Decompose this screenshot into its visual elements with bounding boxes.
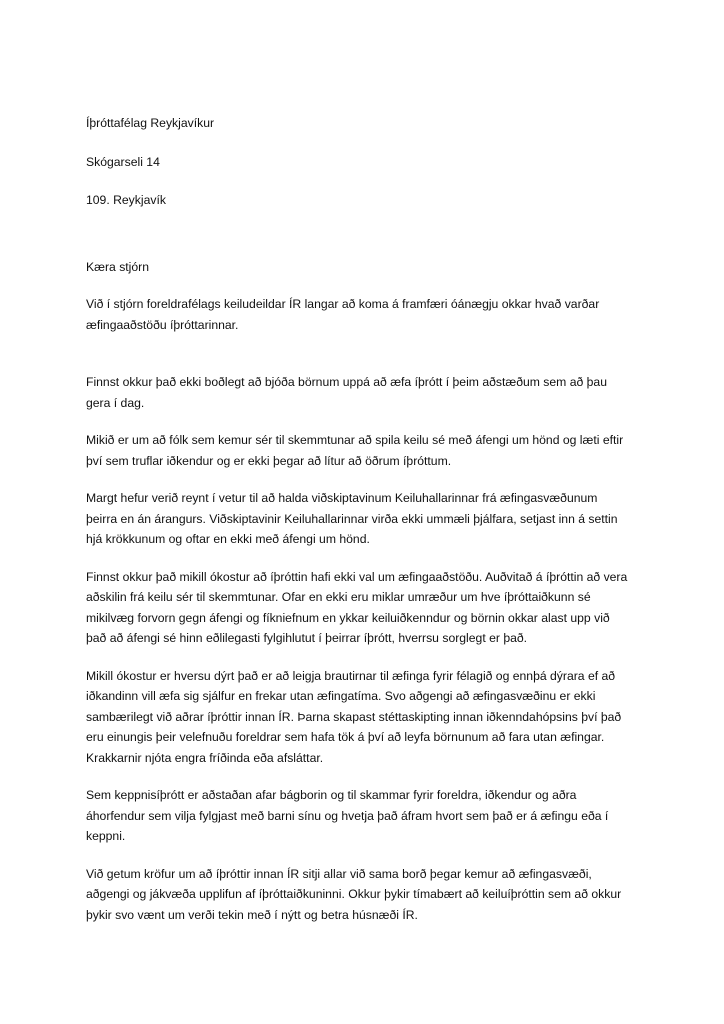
paragraph-line: Finnst okkur það mikill ókostur að íþróttin hafi ekki val um æfingaaðstöðu. Auðvitað á íþróttin að vera <box>86 569 628 584</box>
paragraph-line: eru einungis þeir velefnuðu foreldrar sem hafa tök á því að leyfa börnunum að fara utan æfingar. <box>86 730 605 744</box>
paragraph-line: Sem keppnisíþrótt er aðstaðan afar bágborin og til skammar fyrir foreldra, iðkendur og aðra <box>86 788 577 802</box>
paragraph-line: æfingaaðstöðu íþróttarinnar. <box>86 317 239 332</box>
paragraph-line: aðskilin frá keilu sér til skemmtunar. Ofar en ekki eru miklar umræður um hve íþróttaiðkunn sé <box>86 590 591 604</box>
paragraph-line: keppni. <box>86 829 126 843</box>
sender-city: 109. Reykjavík <box>86 193 166 207</box>
paragraph-line: Við í stjórn foreldrafélags keiludeildar ÍR langar að koma á framfæri óánægju okkar hvað varðar <box>86 297 600 311</box>
paragraph-line: Finnst okkur það ekki boðlegt að bjóða börnum uppá að æfa íþrótt í þeim aðstæðum sem að þau <box>86 375 607 389</box>
paragraph-line: aðgengi og jákvæða upplifun af íþróttaiðkuninni. Okkur þykir tímabært að keiluíþróttin sem að okkur <box>86 887 622 901</box>
paragraph <box>86 430 646 471</box>
paragraph-line: sambærilegt við aðrar íþróttir innan ÍR. Þarna skapast stéttaskipting innan iðkenndahópsins því það <box>86 709 622 724</box>
paragraph-line: Krakkarnir njóta engra fríðinda eða afsláttar. <box>86 750 324 765</box>
paragraph <box>86 294 646 335</box>
paragraph-line: Við getum kröfur um að íþróttir innan ÍR sitji allar við sama borð þegar kemur að æfingasvæði, <box>86 866 592 881</box>
letter-body <box>86 113 646 942</box>
paragraph-line: mikilvæg forvorn gegn áfengi og fíkniefnum en ykkar keiluiðkenndur og börnin okkar alast upp við <box>86 610 610 625</box>
paragraph <box>86 785 646 847</box>
paragraph-line: hjá krökkunum og oftar en ekki með áfengi um hönd. <box>86 532 370 546</box>
paragraph <box>86 372 646 413</box>
paragraph <box>86 488 646 550</box>
paragraph-line: áhorfendur sem vilja fylgjast með barni sínu og hvetja það áfram hvort sem það er á æfingu eða í <box>86 808 609 823</box>
paragraph-line: því sem truflar iðkendur og er ekki þegar að lítur að öðrum íþróttum. <box>86 453 452 468</box>
paragraph-line: gera í dag. <box>86 395 145 410</box>
paragraph-line: Margt hefur verið reynt í vetur til að halda viðskiptavinum Keiluhallarinnar frá æfingasvæðunum <box>86 491 598 505</box>
sender-name: Íþróttafélag Reykjavíkur <box>86 116 215 130</box>
paragraph-line: Mikill ókostur er hversu dýrt það er að leigja brautirnar til æfinga fyrir félagið og ennþá dýrara ef að <box>86 668 616 683</box>
paragraph <box>86 666 646 769</box>
paragraph-line: Mikið er um að fólk sem kemur sér til skemmtunar að spila keilu sé með áfengi um hönd og læti eftir <box>86 433 624 447</box>
paragraph-line: þykir svo vænt um verði tekin með í nýtt og betra húsnæði ÍR. <box>86 907 418 922</box>
paragraph-line: það að áfengi sé hinn eðlilegasti fylgihlutut í þeirrar íþrótt, hverrsu sorglegt er það. <box>86 631 528 645</box>
salutation: Kæra stjórn <box>86 259 149 274</box>
sender-street: Skógarseli 14 <box>86 154 160 169</box>
paragraph <box>86 864 646 926</box>
paragraph <box>86 567 646 649</box>
paragraph-line: þeirra en án árangurs. Viðskiptavinir Keiluhallarinnar virða ekki ummæli þjálfara, setjast inn á settin <box>86 511 618 526</box>
paragraph-line: iðkandinn vill æfa sig sjálfur en frekar utan æfingatíma. Svo aðgengi að æfingasvæðinu er ekki <box>86 689 596 703</box>
